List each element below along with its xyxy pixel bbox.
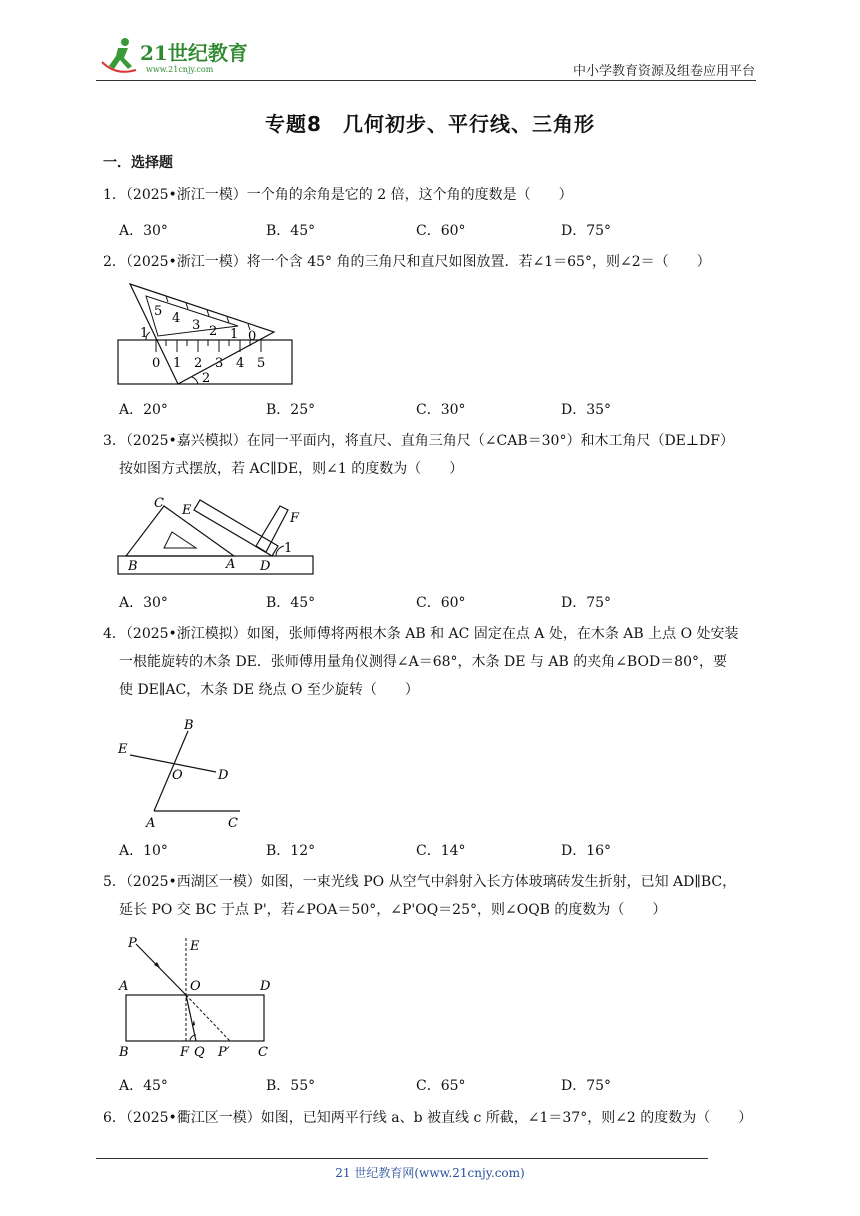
q2-ruler-0: 0 xyxy=(152,356,161,371)
q2-angle-1: 1 xyxy=(140,326,149,341)
platform-name: 中小学教育资源及组卷应用平台 xyxy=(572,64,755,79)
q5-option-c: C．65° xyxy=(416,1078,466,1094)
question-5-line-2: 延长 PO 交 BC 于点 P'，若∠POA＝50°，∠P'OQ＝25°，则∠OQB 的度数为（ ） xyxy=(119,902,667,918)
logo-text: 21世纪教育 xyxy=(140,41,248,65)
runner-logo-icon xyxy=(102,38,136,72)
q5-label-b: B xyxy=(119,1045,129,1060)
q2-tri-3: 3 xyxy=(192,318,201,333)
q5-option-b: B．55° xyxy=(266,1078,316,1094)
q5-label-f: F xyxy=(180,1045,190,1060)
header-divider xyxy=(96,80,756,81)
q4-label-c: C xyxy=(228,816,238,831)
q5-label-e: E xyxy=(190,939,200,954)
question-6 xyxy=(103,1104,763,1132)
question-5-line-1: 5．（2025•西湖区一模）如图，一束光线 PO 从空气中斜射入长方体玻璃砖发生折射，已知 AD∥BC， xyxy=(103,874,737,890)
q3-label-f: F xyxy=(290,511,300,526)
q5-label-q: Q xyxy=(194,1045,205,1060)
q3-label-a: A xyxy=(226,557,236,572)
q4-option-a: A．10° xyxy=(119,843,168,859)
site-logo xyxy=(96,36,256,78)
q4-label-d: D xyxy=(218,768,229,783)
q3-option-b: B．45° xyxy=(266,595,316,611)
q2-option-a: A．20° xyxy=(119,402,168,418)
figure-q4 xyxy=(116,715,246,833)
question-3-line-1: 3．（2025•嘉兴模拟）在同一平面内，将直尺、直角三角尺（∠CAB＝30°）和木工角尺（DE⊥DF） xyxy=(103,433,734,449)
question-1-text: 1．（2025•浙江一模）一个角的余角是它的 2 倍，这个角的度数是（ ） xyxy=(103,187,573,203)
q2-ruler-3: 3 xyxy=(215,356,224,371)
q4-option-d: D．16° xyxy=(561,843,612,859)
footer-text: 21 世纪教育网(www.21cnjy.com) xyxy=(335,1166,525,1180)
q3-option-c: C．60° xyxy=(416,595,466,611)
question-1 xyxy=(103,181,763,209)
question-4-line-3: 使 DE∥AC，木条 DE 绕点 O 至少旋转（ ） xyxy=(119,682,419,698)
q1-option-a: A．30° xyxy=(119,223,168,239)
figure-q3 xyxy=(116,494,316,578)
q2-option-b: B．25° xyxy=(266,402,316,418)
question-3-line-2: 按如图方式摆放，若 AC∥DE，则∠1 的度数为（ ） xyxy=(119,461,464,477)
q3-label-b: B xyxy=(128,559,138,574)
q5-option-a: A．45° xyxy=(119,1078,168,1094)
figure-q2 xyxy=(116,282,296,390)
q5-label-a: A xyxy=(119,979,129,994)
question-2 xyxy=(103,248,763,276)
question-3 xyxy=(103,427,763,483)
q2-ruler-2: 2 xyxy=(194,356,203,371)
q5-label-o: O xyxy=(190,979,201,994)
q1-option-b: B．45° xyxy=(266,223,316,239)
q3-label-d: D xyxy=(260,559,271,574)
q2-option-c: C．30° xyxy=(416,402,466,418)
q3-option-d: D．75° xyxy=(561,595,612,611)
figure-q5 xyxy=(116,934,276,1064)
q4-label-o: O xyxy=(172,768,183,783)
q2-ruler-1: 1 xyxy=(173,356,182,371)
logo-url: www.21cnjy.com xyxy=(146,65,214,74)
q3-label-c: C xyxy=(154,496,164,511)
q2-tri-0: 0 xyxy=(248,329,257,344)
q2-tri-1: 1 xyxy=(230,327,239,342)
q3-option-a: A．30° xyxy=(119,595,168,611)
q5-label-d: D xyxy=(260,979,271,994)
q2-tri-5: 5 xyxy=(154,304,163,319)
question-4 xyxy=(103,620,763,704)
footer-divider xyxy=(96,1158,708,1159)
q2-angle-2: 2 xyxy=(202,371,211,386)
question-6-text: 6．（2025•衢江区一模）如图，已知两平行线 a、b 被直线 c 所截，∠1＝37°，则∠2 的度数为（ ） xyxy=(103,1110,753,1126)
q5-label-p: P xyxy=(128,936,137,951)
q5-option-d: D．75° xyxy=(561,1078,612,1094)
q2-tri-4: 4 xyxy=(172,311,181,326)
q5-label-c: C xyxy=(258,1045,268,1060)
question-2-text: 2．（2025•浙江一模）将一个含 45° 角的三角尺和直尺如图放置．若∠1＝65°，则∠2＝（ ） xyxy=(103,254,711,270)
question-5 xyxy=(103,868,763,924)
q1-option-c: C．60° xyxy=(416,223,466,239)
q3-label-e: E xyxy=(182,503,192,518)
q2-option-d: D．35° xyxy=(561,402,612,418)
q2-ruler-4: 4 xyxy=(236,356,245,371)
q4-label-a: A xyxy=(146,816,156,831)
q2-tri-2: 2 xyxy=(209,324,218,339)
q5-label-p-prime: P′ xyxy=(218,1045,230,1060)
page-title: 专题8 几何初步、平行线、三角形 xyxy=(265,112,595,136)
section-heading: 一．选择题 xyxy=(103,155,173,171)
q2-ruler-5: 5 xyxy=(257,356,266,371)
q4-option-b: B．12° xyxy=(266,843,316,859)
q4-option-c: C．14° xyxy=(416,843,466,859)
question-4-line-1: 4．（2025•浙江模拟）如图，张师傅将两根木条 AB 和 AC 固定在点 A 处，在木条 AB 上点 O 处安装 xyxy=(103,626,739,642)
q3-angle-1: 1 xyxy=(284,541,293,556)
question-4-line-2: 一根能旋转的木条 DE．张师傅用量角仪测得∠A＝68°，木条 DE 与 AB 的夹角∠BOD＝80°，要 xyxy=(119,654,727,670)
q1-option-d: D．75° xyxy=(561,223,612,239)
q4-label-b: B xyxy=(184,718,194,733)
q4-label-e: E xyxy=(118,742,128,757)
